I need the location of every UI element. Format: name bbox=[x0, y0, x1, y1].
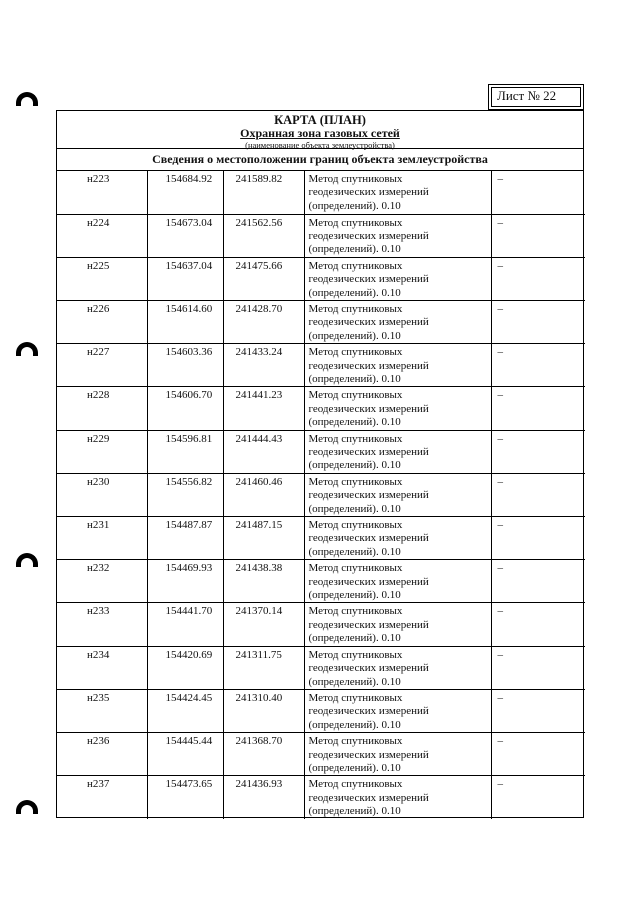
y-coordinate: 241311.75 bbox=[235, 648, 282, 661]
table-row bbox=[57, 603, 585, 646]
point-id: н223 bbox=[87, 173, 110, 185]
y-coordinate: 241428.70 bbox=[235, 302, 283, 315]
y-coordinate-cell bbox=[223, 473, 304, 516]
x-coordinate-cell bbox=[147, 430, 223, 473]
dash-value: – bbox=[497, 519, 503, 532]
method-cell bbox=[304, 430, 491, 473]
point-id: н226 bbox=[87, 302, 110, 315]
x-coordinate-cell bbox=[147, 171, 223, 214]
method-line: геодезических измерений bbox=[308, 705, 429, 718]
x-coordinate-cell bbox=[147, 560, 223, 603]
table-row bbox=[57, 214, 585, 257]
dash-value: – bbox=[497, 432, 503, 445]
y-coordinate: 241436.93 bbox=[235, 778, 283, 791]
method-line: Метод спутниковых bbox=[308, 302, 403, 315]
extra-cell bbox=[491, 387, 585, 430]
point-id: н234 bbox=[87, 648, 110, 661]
y-coordinate: 241460.46 bbox=[235, 475, 283, 488]
dash-value: – bbox=[497, 648, 503, 661]
sheet-number: Лист № 22 bbox=[497, 88, 557, 103]
y-coordinate-cell bbox=[223, 560, 304, 603]
method-line: (определений). 0.10 bbox=[308, 286, 401, 299]
y-coordinate: 241368.70 bbox=[235, 735, 283, 748]
method-line: Метод спутниковых bbox=[308, 346, 403, 359]
x-coordinate: 154487.87 bbox=[165, 519, 213, 532]
extra-cell bbox=[491, 776, 585, 819]
method-line: Метод спутниковых bbox=[308, 216, 403, 229]
method-line: геодезических измерений bbox=[308, 618, 429, 631]
binder-hole-mark bbox=[16, 342, 38, 356]
method-line: (определений). 0.10 bbox=[308, 545, 401, 558]
table-row bbox=[57, 300, 585, 343]
point-id: н228 bbox=[87, 389, 110, 402]
table-row bbox=[57, 689, 585, 732]
method-line: геодезических измерений bbox=[308, 748, 429, 761]
point-id-cell bbox=[57, 214, 147, 257]
dash-value: – bbox=[497, 562, 503, 575]
method-cell bbox=[304, 473, 491, 516]
point-id: н229 bbox=[87, 432, 110, 445]
extra-cell bbox=[491, 689, 585, 732]
point-id: н235 bbox=[87, 691, 110, 704]
point-id-cell bbox=[57, 344, 147, 387]
section-title: Сведения о местоположении границ объекта землеустройства bbox=[57, 149, 583, 171]
point-id: н227 bbox=[87, 346, 110, 359]
x-coordinate-cell bbox=[147, 603, 223, 646]
x-coordinate-cell bbox=[147, 689, 223, 732]
point-id: н236 bbox=[87, 735, 110, 748]
dash-value: – bbox=[497, 259, 503, 272]
point-id-cell bbox=[57, 517, 147, 560]
x-coordinate: 154606.70 bbox=[165, 389, 213, 402]
method-line: (определений). 0.10 bbox=[308, 329, 401, 342]
point-id: н232 bbox=[87, 562, 110, 575]
x-coordinate: 154596.81 bbox=[165, 432, 213, 445]
x-coordinate: 154556.82 bbox=[165, 475, 213, 488]
method-line: геодезических измерений bbox=[308, 575, 429, 588]
dash-value: – bbox=[497, 216, 503, 229]
document-title: КАРТА (ПЛАН) bbox=[274, 113, 366, 127]
method-line: (определений). 0.10 bbox=[308, 589, 401, 602]
y-coordinate-cell bbox=[223, 776, 304, 819]
table-row bbox=[57, 430, 585, 473]
method-cell bbox=[304, 300, 491, 343]
extra-cell bbox=[491, 560, 585, 603]
point-id: н233 bbox=[87, 605, 110, 618]
y-coordinate-cell bbox=[223, 603, 304, 646]
x-coordinate: 154603.36 bbox=[165, 346, 213, 359]
method-line: геодезических измерений bbox=[308, 359, 429, 372]
method-cell bbox=[304, 646, 491, 689]
method-cell bbox=[304, 776, 491, 819]
method-cell bbox=[304, 733, 491, 776]
point-id-cell bbox=[57, 300, 147, 343]
binder-hole-mark bbox=[16, 92, 38, 106]
method-line: Метод спутниковых bbox=[308, 648, 403, 661]
point-id-cell bbox=[57, 171, 147, 214]
method-line: Метод спутниковых bbox=[308, 735, 403, 748]
y-coordinate-cell bbox=[223, 733, 304, 776]
x-coordinate-cell bbox=[147, 300, 223, 343]
point-id-cell bbox=[57, 430, 147, 473]
method-line: (определений). 0.10 bbox=[308, 199, 401, 212]
y-coordinate-cell bbox=[223, 387, 304, 430]
point-id: н231 bbox=[87, 519, 110, 532]
x-coordinate: 154637.04 bbox=[165, 259, 213, 272]
dash-value: – bbox=[497, 389, 503, 402]
x-coordinate: 154673.04 bbox=[165, 216, 213, 229]
extra-cell bbox=[491, 603, 585, 646]
y-coordinate: 241475.66 bbox=[235, 259, 283, 272]
y-coordinate: 241444.43 bbox=[235, 432, 283, 445]
extra-cell bbox=[491, 473, 585, 516]
point-id-cell bbox=[57, 776, 147, 819]
coordinates-table bbox=[57, 171, 585, 819]
table-row bbox=[57, 473, 585, 516]
x-coordinate: 154473.65 bbox=[165, 778, 213, 791]
table-row bbox=[57, 257, 585, 300]
method-cell bbox=[304, 171, 491, 214]
method-line: Метод спутниковых bbox=[308, 475, 403, 488]
extra-cell bbox=[491, 733, 585, 776]
y-coordinate: 241487.15 bbox=[235, 519, 283, 532]
method-line: геодезических измерений bbox=[308, 532, 429, 545]
extra-cell bbox=[491, 257, 585, 300]
point-id-cell bbox=[57, 473, 147, 516]
y-coordinate: 241370.14 bbox=[235, 605, 283, 618]
table-row bbox=[57, 646, 585, 689]
y-coordinate-cell bbox=[223, 430, 304, 473]
x-coordinate-cell bbox=[147, 214, 223, 257]
method-line: геодезических измерений bbox=[308, 273, 429, 286]
x-coordinate: 154441.70 bbox=[165, 605, 213, 618]
method-cell bbox=[304, 560, 491, 603]
method-line: геодезических измерений bbox=[308, 662, 429, 675]
method-line: (определений). 0.10 bbox=[308, 718, 401, 731]
x-coordinate-cell bbox=[147, 473, 223, 516]
method-cell bbox=[304, 257, 491, 300]
method-line: геодезических измерений bbox=[308, 489, 429, 502]
y-coordinate: 241433.24 bbox=[235, 346, 283, 359]
dash-value: – bbox=[497, 605, 503, 618]
y-coordinate: 241310.40 bbox=[235, 691, 283, 704]
y-coordinate-cell bbox=[223, 300, 304, 343]
object-name-caption: (наименование объекта землеустройства) bbox=[245, 140, 395, 150]
extra-cell bbox=[491, 214, 585, 257]
point-id-cell bbox=[57, 387, 147, 430]
point-id-cell bbox=[57, 689, 147, 732]
extra-cell bbox=[491, 171, 585, 214]
dash-value: – bbox=[497, 302, 503, 315]
method-cell bbox=[304, 344, 491, 387]
table-row bbox=[57, 733, 585, 776]
method-line: (определений). 0.10 bbox=[308, 632, 401, 645]
method-line: Метод спутниковых bbox=[308, 173, 403, 185]
dash-value: – bbox=[497, 735, 503, 748]
x-coordinate: 154684.92 bbox=[165, 173, 213, 185]
x-coordinate-cell bbox=[147, 646, 223, 689]
method-line: геодезических измерений bbox=[308, 229, 429, 242]
extra-cell bbox=[491, 646, 585, 689]
method-line: (определений). 0.10 bbox=[308, 761, 401, 774]
table-row bbox=[57, 344, 585, 387]
method-line: (определений). 0.10 bbox=[308, 459, 401, 472]
x-coordinate-cell bbox=[147, 776, 223, 819]
y-coordinate-cell bbox=[223, 689, 304, 732]
dash-value: – bbox=[497, 346, 503, 359]
method-line: Метод спутниковых bbox=[308, 519, 403, 532]
method-line: геодезических измерений bbox=[308, 446, 429, 458]
dash-value: – bbox=[497, 173, 503, 185]
method-line: (определений). 0.10 bbox=[308, 675, 401, 688]
extra-cell bbox=[491, 300, 585, 343]
x-coordinate: 154445.44 bbox=[165, 735, 213, 748]
point-id-cell bbox=[57, 646, 147, 689]
table-row bbox=[57, 171, 585, 214]
y-coordinate: 241441.23 bbox=[235, 389, 283, 402]
method-line: геодезических измерений bbox=[308, 402, 429, 415]
table-row bbox=[57, 387, 585, 430]
y-coordinate-cell bbox=[223, 257, 304, 300]
point-id-cell bbox=[57, 733, 147, 776]
method-line: (определений). 0.10 bbox=[308, 243, 401, 256]
sheet-number-box bbox=[488, 84, 584, 110]
dash-value: – bbox=[497, 778, 503, 791]
method-line: Метод спутниковых bbox=[308, 389, 403, 402]
document-frame bbox=[56, 110, 584, 818]
point-id: н224 bbox=[87, 216, 110, 229]
method-line: Метод спутниковых bbox=[308, 562, 403, 575]
y-coordinate-cell bbox=[223, 171, 304, 214]
method-line: Метод спутниковых bbox=[308, 778, 403, 791]
x-coordinate: 154614.60 bbox=[165, 302, 213, 315]
method-line: Метод спутниковых bbox=[308, 432, 403, 445]
x-coordinate: 154469.93 bbox=[165, 562, 213, 575]
y-coordinate-cell bbox=[223, 344, 304, 387]
y-coordinate-cell bbox=[223, 214, 304, 257]
dash-value: – bbox=[497, 691, 503, 704]
point-id: н237 bbox=[87, 778, 110, 791]
x-coordinate: 154424.45 bbox=[165, 691, 213, 704]
method-cell bbox=[304, 689, 491, 732]
method-cell bbox=[304, 214, 491, 257]
table-row bbox=[57, 560, 585, 603]
extra-cell bbox=[491, 430, 585, 473]
method-line: (определений). 0.10 bbox=[308, 805, 401, 818]
extra-cell bbox=[491, 344, 585, 387]
method-cell bbox=[304, 517, 491, 560]
method-line: (определений). 0.10 bbox=[308, 372, 401, 385]
y-coordinate-cell bbox=[223, 646, 304, 689]
method-line: (определений). 0.10 bbox=[308, 416, 401, 429]
x-coordinate-cell bbox=[147, 344, 223, 387]
table-row bbox=[57, 517, 585, 560]
y-coordinate: 241438.38 bbox=[235, 562, 283, 575]
method-line: геодезических измерений bbox=[308, 791, 429, 804]
x-coordinate-cell bbox=[147, 733, 223, 776]
method-line: Метод спутниковых bbox=[308, 605, 403, 618]
point-id: н225 bbox=[87, 259, 110, 272]
y-coordinate: 241589.82 bbox=[235, 173, 283, 185]
point-id-cell bbox=[57, 257, 147, 300]
x-coordinate-cell bbox=[147, 517, 223, 560]
y-coordinate-cell bbox=[223, 517, 304, 560]
x-coordinate-cell bbox=[147, 257, 223, 300]
method-line: Метод спутниковых bbox=[308, 691, 403, 704]
binder-hole-mark bbox=[16, 553, 38, 567]
method-line: (определений). 0.10 bbox=[308, 502, 401, 515]
object-name: Охранная зона газовых сетей bbox=[240, 126, 400, 140]
dash-value: – bbox=[497, 475, 503, 488]
document-header bbox=[57, 111, 583, 149]
method-cell bbox=[304, 603, 491, 646]
y-coordinate: 241562.56 bbox=[235, 216, 283, 229]
binder-hole-mark bbox=[16, 800, 38, 814]
method-line: геодезических измерений bbox=[308, 186, 429, 199]
table-row bbox=[57, 776, 585, 819]
x-coordinate-cell bbox=[147, 387, 223, 430]
method-line: геодезических измерений bbox=[308, 316, 429, 329]
method-cell bbox=[304, 387, 491, 430]
point-id: н230 bbox=[87, 475, 110, 488]
extra-cell bbox=[491, 517, 585, 560]
method-line: Метод спутниковых bbox=[308, 259, 403, 272]
point-id-cell bbox=[57, 560, 147, 603]
x-coordinate: 154420.69 bbox=[165, 648, 213, 661]
point-id-cell bbox=[57, 603, 147, 646]
